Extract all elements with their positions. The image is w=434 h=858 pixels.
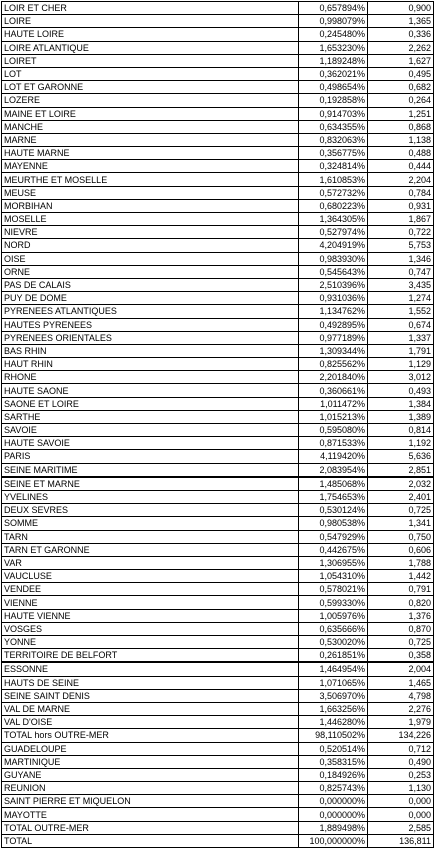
- table-row: [2, 437, 434, 450]
- amount-cell: 0,814: [368, 424, 434, 437]
- department-name-cell: SEINE SAINT DENIS: [2, 689, 299, 702]
- department-name-cell: HAUTE VIENNE: [2, 609, 299, 622]
- amount-cell: 0,495: [368, 67, 434, 80]
- table-row: [2, 305, 434, 318]
- department-name-cell: HAUTE LOIRE: [2, 28, 299, 41]
- amount-cell: 2,262: [368, 41, 434, 54]
- amount-cell: 1,341: [368, 517, 434, 530]
- amount-cell: 134,226: [368, 729, 434, 742]
- table-row: [2, 94, 434, 107]
- department-name-cell: TARN: [2, 530, 299, 543]
- percentage-cell: 1,011472%: [299, 397, 368, 410]
- amount-cell: 0,791: [368, 583, 434, 596]
- department-name-cell: RHONE: [2, 371, 299, 384]
- amount-cell: 1,552: [368, 305, 434, 318]
- percentage-cell: 0,634355%: [299, 120, 368, 133]
- amount-cell: 0,820: [368, 596, 434, 609]
- department-name-cell: LOIRE ATLANTIQUE: [2, 41, 299, 54]
- amount-cell: 0,725: [368, 504, 434, 517]
- table-row: [2, 147, 434, 160]
- table-row: [2, 278, 434, 291]
- department-name-cell: MARTINIQUE: [2, 755, 299, 768]
- department-name-cell: MORBIHAN: [2, 199, 299, 212]
- amount-cell: 1,192: [368, 437, 434, 450]
- table-row: [2, 265, 434, 278]
- percentage-cell: 1,464954%: [299, 662, 368, 676]
- department-name-cell: YONNE: [2, 636, 299, 649]
- percentage-cell: 0,931036%: [299, 292, 368, 305]
- amount-cell: 1,389: [368, 410, 434, 423]
- table-row: [2, 397, 434, 410]
- amount-cell: 0,444: [368, 160, 434, 173]
- amount-cell: 1,130: [368, 782, 434, 795]
- percentage-cell: 0,527974%: [299, 226, 368, 239]
- department-name-cell: MAYOTTE: [2, 808, 299, 821]
- table-row: [2, 808, 434, 821]
- percentage-cell: 1,364305%: [299, 213, 368, 226]
- department-name-cell: LOT: [2, 67, 299, 80]
- amount-cell: 0,000: [368, 795, 434, 808]
- table-row: [2, 213, 434, 226]
- amount-cell: 1,465: [368, 676, 434, 689]
- department-name-cell: LOZERE: [2, 94, 299, 107]
- percentage-cell: 0,825743%: [299, 782, 368, 795]
- department-name-cell: MOSELLE: [2, 213, 299, 226]
- department-name-cell: SEINE MARITIME: [2, 463, 299, 477]
- table-row: [2, 676, 434, 689]
- table-row: [2, 662, 434, 676]
- department-name-cell: PAS DE CALAIS: [2, 278, 299, 291]
- department-name-cell: VAL D'OISE: [2, 716, 299, 729]
- amount-cell: 1,867: [368, 213, 434, 226]
- table-row: [2, 490, 434, 503]
- table-row: [2, 54, 434, 67]
- table-row: [2, 729, 434, 742]
- table-row: [2, 28, 434, 41]
- table-row: [2, 543, 434, 556]
- amount-cell: 2,276: [368, 702, 434, 715]
- table-row: [2, 331, 434, 344]
- table-row: [2, 133, 434, 146]
- department-name-cell: HAUTE SAVOIE: [2, 437, 299, 450]
- department-name-cell: SOMME: [2, 517, 299, 530]
- amount-cell: 0,253: [368, 768, 434, 781]
- table-row: [2, 81, 434, 94]
- amount-cell: 0,747: [368, 265, 434, 278]
- percentage-cell: 0,595080%: [299, 424, 368, 437]
- table-row: [2, 120, 434, 133]
- percentage-cell: 3,506970%: [299, 689, 368, 702]
- percentage-cell: 0,635666%: [299, 622, 368, 635]
- department-name-cell: HAUTE MARNE: [2, 147, 299, 160]
- percentage-cell: 2,201840%: [299, 371, 368, 384]
- percentage-cell: 100,000000%: [299, 834, 368, 847]
- amount-cell: 0,606: [368, 543, 434, 556]
- percentage-cell: 0,245480%: [299, 28, 368, 41]
- amount-cell: 0,722: [368, 226, 434, 239]
- table-row: [2, 609, 434, 622]
- department-name-cell: LOIRET: [2, 54, 299, 67]
- percentage-cell: 0,498654%: [299, 81, 368, 94]
- amount-cell: 0,750: [368, 530, 434, 543]
- percentage-cell: 0,983930%: [299, 252, 368, 265]
- department-name-cell: OISE: [2, 252, 299, 265]
- amount-cell: 1,791: [368, 344, 434, 357]
- amount-cell: 1,788: [368, 556, 434, 569]
- amount-cell: 0,868: [368, 120, 434, 133]
- percentage-cell: 0,184926%: [299, 768, 368, 781]
- department-name-cell: TOTAL hors OUTRE-MER: [2, 729, 299, 742]
- percentage-cell: 1,446280%: [299, 716, 368, 729]
- table-row: [2, 596, 434, 609]
- table-row: [2, 463, 434, 477]
- department-name-cell: HAUT RHIN: [2, 358, 299, 371]
- department-name-cell: HAUTS DE SEINE: [2, 676, 299, 689]
- table-row: [2, 504, 434, 517]
- department-name-cell: VENDEE: [2, 583, 299, 596]
- amount-cell: 0,674: [368, 318, 434, 331]
- department-name-cell: VAR: [2, 556, 299, 569]
- amount-cell: 2,585: [368, 821, 434, 834]
- amount-cell: 1,627: [368, 54, 434, 67]
- amount-cell: 0,870: [368, 622, 434, 635]
- table-row: [2, 530, 434, 543]
- amount-cell: 2,851: [368, 463, 434, 477]
- table-row: [2, 702, 434, 715]
- percentage-cell: 0,977189%: [299, 331, 368, 344]
- amount-cell: 1,251: [368, 107, 434, 120]
- percentage-cell: 4,119420%: [299, 450, 368, 463]
- department-name-cell: LOIRE: [2, 15, 299, 28]
- table-row: [2, 2, 434, 15]
- percentage-cell: 1,309344%: [299, 344, 368, 357]
- amount-cell: 0,336: [368, 28, 434, 41]
- table-row: [2, 622, 434, 635]
- table-row: [2, 67, 434, 80]
- percentage-cell: 0,825562%: [299, 358, 368, 371]
- table-row: [2, 107, 434, 120]
- table-row: [2, 15, 434, 28]
- department-name-cell: GUADELOUPE: [2, 742, 299, 755]
- percentage-cell: 0,000000%: [299, 795, 368, 808]
- table-row: [2, 226, 434, 239]
- percentage-cell: 0,572732%: [299, 186, 368, 199]
- department-name-cell: PUY DE DOME: [2, 292, 299, 305]
- table-row: [2, 450, 434, 463]
- amount-cell: 2,401: [368, 490, 434, 503]
- percentage-cell: 0,547929%: [299, 530, 368, 543]
- percentage-cell: 1,015213%: [299, 410, 368, 423]
- table-row: [2, 160, 434, 173]
- amount-cell: 1,384: [368, 397, 434, 410]
- amount-cell: 0,712: [368, 742, 434, 755]
- department-name-cell: HAUTES PYRENEES: [2, 318, 299, 331]
- table-row: [2, 477, 434, 491]
- department-name-cell: GUYANE: [2, 768, 299, 781]
- amount-cell: 1,138: [368, 133, 434, 146]
- department-name-cell: VAUCLUSE: [2, 570, 299, 583]
- percentage-cell: 0,657894%: [299, 2, 368, 15]
- department-name-cell: NIEVRE: [2, 226, 299, 239]
- amount-cell: 1,365: [368, 15, 434, 28]
- table-row: [2, 716, 434, 729]
- department-name-cell: TERRITOIRE DE BELFORT: [2, 649, 299, 663]
- table-row: [2, 424, 434, 437]
- table-row: [2, 292, 434, 305]
- table-row: [2, 636, 434, 649]
- department-name-cell: MANCHE: [2, 120, 299, 133]
- table-row: [2, 834, 434, 847]
- department-name-cell: SEINE ET MARNE: [2, 477, 299, 491]
- table-row: [2, 410, 434, 423]
- department-name-cell: BAS RHIN: [2, 344, 299, 357]
- department-name-cell: SAINT PIERRE ET MIQUELON: [2, 795, 299, 808]
- amount-cell: 2,004: [368, 662, 434, 676]
- table-row: [2, 821, 434, 834]
- department-name-cell: TARN ET GARONNE: [2, 543, 299, 556]
- percentage-cell: 0,530124%: [299, 504, 368, 517]
- amount-cell: 1,274: [368, 292, 434, 305]
- department-name-cell: MAINE ET LOIRE: [2, 107, 299, 120]
- percentage-cell: 0,599330%: [299, 596, 368, 609]
- amount-cell: 0,931: [368, 199, 434, 212]
- department-name-cell: ORNE: [2, 265, 299, 278]
- department-name-cell: MAYENNE: [2, 160, 299, 173]
- percentage-cell: 0,000000%: [299, 808, 368, 821]
- table-row: [2, 344, 434, 357]
- table-row: [2, 41, 434, 54]
- percentage-cell: 1,653230%: [299, 41, 368, 54]
- percentage-cell: 0,871533%: [299, 437, 368, 450]
- percentage-cell: 0,680223%: [299, 199, 368, 212]
- amount-cell: 3,012: [368, 371, 434, 384]
- table-row: [2, 782, 434, 795]
- table-row: [2, 556, 434, 569]
- percentage-cell: 1,005976%: [299, 609, 368, 622]
- department-name-cell: PARIS: [2, 450, 299, 463]
- department-name-cell: ESSONNE: [2, 662, 299, 676]
- table-row: [2, 689, 434, 702]
- percentage-cell: 0,520514%: [299, 742, 368, 755]
- percentage-cell: 2,510396%: [299, 278, 368, 291]
- table-row: [2, 318, 434, 331]
- department-allocation-table: [1, 1, 434, 848]
- percentage-cell: 0,980538%: [299, 517, 368, 530]
- percentage-cell: 4,204919%: [299, 239, 368, 252]
- percentage-cell: 0,192858%: [299, 94, 368, 107]
- department-name-cell: NORD: [2, 239, 299, 252]
- amount-cell: 0,264: [368, 94, 434, 107]
- percentage-cell: 1,889498%: [299, 821, 368, 834]
- percentage-cell: 0,832063%: [299, 133, 368, 146]
- percentage-cell: 2,083954%: [299, 463, 368, 477]
- amount-cell: 0,358: [368, 649, 434, 663]
- department-name-cell: SAONE ET LOIRE: [2, 397, 299, 410]
- table-row: [2, 755, 434, 768]
- amount-cell: 3,435: [368, 278, 434, 291]
- percentage-cell: 0,360661%: [299, 384, 368, 397]
- department-name-cell: HAUTE SAONE: [2, 384, 299, 397]
- table-row: [2, 517, 434, 530]
- department-name-cell: PYRENEES ATLANTIQUES: [2, 305, 299, 318]
- amount-cell: 2,204: [368, 173, 434, 186]
- department-name-cell: REUNION: [2, 782, 299, 795]
- percentage-cell: 1,189248%: [299, 54, 368, 67]
- amount-cell: 1,337: [368, 331, 434, 344]
- department-name-cell: PYRENEES ORIENTALES: [2, 331, 299, 344]
- table-row: [2, 570, 434, 583]
- percentage-cell: 1,071065%: [299, 676, 368, 689]
- department-name-cell: TOTAL: [2, 834, 299, 847]
- amount-cell: 0,725: [368, 636, 434, 649]
- percentage-cell: 1,754653%: [299, 490, 368, 503]
- percentage-cell: 0,530020%: [299, 636, 368, 649]
- table-row: [2, 795, 434, 808]
- amount-cell: 0,490: [368, 755, 434, 768]
- department-name-cell: LOIR ET CHER: [2, 2, 299, 15]
- percentage-cell: 0,261851%: [299, 649, 368, 663]
- amount-cell: 4,798: [368, 689, 434, 702]
- percentage-cell: 1,134762%: [299, 305, 368, 318]
- percentage-cell: 1,663256%: [299, 702, 368, 715]
- table-row: [2, 358, 434, 371]
- department-name-cell: SARTHE: [2, 410, 299, 423]
- amount-cell: 1,376: [368, 609, 434, 622]
- table-row: [2, 583, 434, 596]
- department-name-cell: MEURTHE ET MOSELLE: [2, 173, 299, 186]
- percentage-cell: 0,362021%: [299, 67, 368, 80]
- percentage-cell: 98,110502%: [299, 729, 368, 742]
- amount-cell: 1,979: [368, 716, 434, 729]
- percentage-cell: 1,306955%: [299, 556, 368, 569]
- amount-cell: 5,753: [368, 239, 434, 252]
- amount-cell: 2,032: [368, 477, 434, 491]
- department-name-cell: MEUSE: [2, 186, 299, 199]
- department-name-cell: VAL DE MARNE: [2, 702, 299, 715]
- amount-cell: 1,346: [368, 252, 434, 265]
- percentage-cell: 0,914703%: [299, 107, 368, 120]
- percentage-cell: 1,054310%: [299, 570, 368, 583]
- department-name-cell: VOSGES: [2, 622, 299, 635]
- table-row: [2, 186, 434, 199]
- percentage-cell: 1,610853%: [299, 173, 368, 186]
- amount-cell: 0,900: [368, 2, 434, 15]
- amount-cell: 136,811: [368, 834, 434, 847]
- department-name-cell: YVELINES: [2, 490, 299, 503]
- table-row: [2, 173, 434, 186]
- amount-cell: 0,000: [368, 808, 434, 821]
- percentage-cell: 0,998079%: [299, 15, 368, 28]
- table-row: [2, 371, 434, 384]
- amount-cell: 0,784: [368, 186, 434, 199]
- percentage-cell: 0,324814%: [299, 160, 368, 173]
- table-row: [2, 252, 434, 265]
- table-body: [2, 2, 434, 848]
- table-row: [2, 199, 434, 212]
- department-name-cell: SAVOIE: [2, 424, 299, 437]
- department-name-cell: VIENNE: [2, 596, 299, 609]
- percentage-cell: 0,442675%: [299, 543, 368, 556]
- department-name-cell: TOTAL OUTRE-MER: [2, 821, 299, 834]
- amount-cell: 1,442: [368, 570, 434, 583]
- percentage-cell: 0,545643%: [299, 265, 368, 278]
- percentage-cell: 0,578021%: [299, 583, 368, 596]
- department-name-cell: MARNE: [2, 133, 299, 146]
- department-name-cell: LOT ET GARONNE: [2, 81, 299, 94]
- table-row: [2, 768, 434, 781]
- table-row: [2, 384, 434, 397]
- table-row: [2, 239, 434, 252]
- table-row: [2, 742, 434, 755]
- percentage-cell: 0,358315%: [299, 755, 368, 768]
- amount-cell: 1,129: [368, 358, 434, 371]
- percentage-cell: 0,356775%: [299, 147, 368, 160]
- department-name-cell: DEUX SEVRES: [2, 504, 299, 517]
- table-row: [2, 649, 434, 663]
- amount-cell: 5,636: [368, 450, 434, 463]
- amount-cell: 0,493: [368, 384, 434, 397]
- amount-cell: 0,488: [368, 147, 434, 160]
- percentage-cell: 0,492895%: [299, 318, 368, 331]
- percentage-cell: 1,485068%: [299, 477, 368, 491]
- amount-cell: 0,682: [368, 81, 434, 94]
